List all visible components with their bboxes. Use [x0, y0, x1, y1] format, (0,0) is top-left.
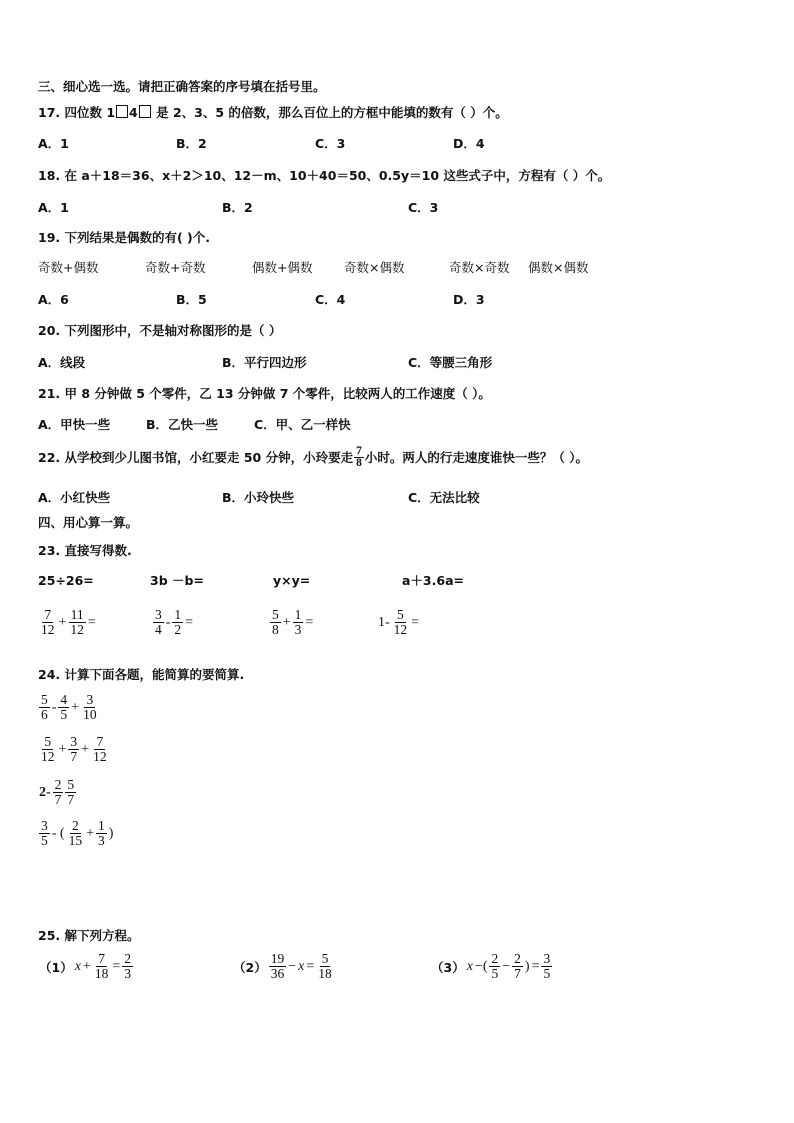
- q24-expr-4: $\frac{3}{5}$ - ( $\frac{2}{15}$ + $\frac{1}{3}$ ): [41, 818, 114, 848]
- q23-r1-item-3: y×y=: [273, 573, 311, 588]
- q21-option-b: B．乙快一些: [146, 417, 219, 432]
- question-19: 19. 下列结果是偶数的有( )个.: [38, 230, 211, 245]
- q25-equation-3: （3） x −( $\frac{2}{5}$ − $\frac{2}{7}$ ) = $\frac{3}{5}$: [431, 951, 551, 981]
- q21-option-a: A．甲快一些: [38, 417, 111, 432]
- q23-r2-item-2: $\frac{3}{4}$ - $\frac{1}{2}$ =: [155, 607, 194, 637]
- q19-option-a: A．6: [38, 292, 69, 307]
- question-18: 18. 在 a＋18＝36、x＋2＞10、12－m、10＋40＝50、0.5y＝10 这些式子中，方程有（ ）个。: [38, 168, 611, 183]
- q25-equation-2: （2） $\frac{19}{36}$ − x = $\frac{5}{18}$: [233, 951, 332, 981]
- question-21: 21. 甲 8 分钟做 5 个零件，乙 13 分钟做 7 个零件，比较两人的工作速度（ ）。: [38, 386, 491, 401]
- question-25: 25. 解下列方程。: [38, 928, 140, 943]
- q20-option-b: B．平行四边形: [222, 355, 307, 370]
- question-24: 24. 计算下面各题，能简算的要简算.: [38, 667, 245, 682]
- q21-option-c: C．甲、乙一样快: [254, 417, 351, 432]
- q19-item-1: 奇数+偶数: [38, 260, 99, 275]
- q20-option-c: C．等腰三角形: [408, 355, 493, 370]
- q17-option-c: C．3: [315, 136, 346, 151]
- q24-expr-3: 2- $\frac{2}{7}$ $\frac{5}{7}$: [39, 777, 75, 807]
- q22-fraction: $\frac{7}{8}$: [356, 445, 362, 469]
- question-22: [38, 446, 588, 469]
- q22-option-c: C．无法比较: [408, 490, 480, 505]
- q18-option-a: A．1: [38, 200, 69, 215]
- q23-r2-item-4: 1- $\frac{5}{12}$ =: [378, 607, 420, 637]
- q23-r1-item-4: a＋3.6a=: [402, 573, 464, 588]
- q20-option-a: A．线段: [38, 355, 86, 370]
- q23-r2-item-1: $\frac{7}{12}$ + $\frac{11}{12}$ =: [41, 607, 96, 637]
- q22-option-b: B．小玲快些: [222, 490, 295, 505]
- blank-box-units: [139, 105, 151, 118]
- q23-r1-item-1: 25÷26=: [38, 573, 94, 588]
- question-23: 23. 直接写得数.: [38, 543, 132, 558]
- q18-option-c: C．3: [408, 200, 439, 215]
- q19-item-4: 奇数×偶数: [344, 260, 405, 275]
- q18-option-b: B．2: [222, 200, 253, 215]
- blank-box-hundreds: [116, 105, 128, 118]
- question-17: [38, 105, 508, 121]
- q24-expr-2: $\frac{5}{12}$ + $\frac{3}{7}$ + $\frac{7}{12}$: [41, 734, 107, 764]
- question-20: 20. 下列图形中，不是轴对称图形的是（ ）: [38, 323, 282, 338]
- section-4-heading: 四、用心算一算。: [38, 515, 139, 530]
- q19-option-d: D．3: [453, 292, 485, 307]
- q19-item-5: 奇数×奇数: [449, 260, 510, 275]
- q22-option-a: A．小红快些: [38, 490, 111, 505]
- q17-option-d: D．4: [453, 136, 485, 151]
- q19-item-3: 偶数+偶数: [252, 260, 313, 275]
- q17-suffix: 是 2、3、5 的倍数，那么百位上的方框中能填的数有（ ）个。: [151, 105, 508, 120]
- q17-mid: 4: [129, 105, 138, 120]
- q17-prefix: 17. 四位数 1: [38, 105, 116, 120]
- q23-r2-item-3: $\frac{5}{8}$ + $\frac{1}{3}$ =: [272, 607, 314, 637]
- q22-suffix: 小时。两人的行走速度谁快一些？（ ）。: [364, 449, 588, 465]
- q17-option-b: B．2: [176, 136, 207, 151]
- q23-r1-item-2: 3b －b=: [150, 573, 204, 588]
- q22-prefix: 22. 从学校到少儿图书馆，小红要走 50 分钟，小玲要走: [38, 449, 354, 465]
- q19-item-6: 偶数×偶数: [528, 260, 589, 275]
- q19-item-2: 奇数+奇数: [145, 260, 206, 275]
- q24-expr-1: $\frac{5}{6}$ - $\frac{4}{5}$ + $\frac{3}{10}$: [41, 692, 97, 722]
- q25-equation-1: （1） x + $\frac{7}{18}$ = $\frac{2}{3}$: [39, 951, 131, 981]
- section-3-heading: 三、细心选一选。请把正确答案的序号填在括号里。: [38, 79, 326, 94]
- q19-option-c: C．4: [315, 292, 346, 307]
- q19-option-b: B．5: [176, 292, 207, 307]
- q17-option-a: A．1: [38, 136, 69, 151]
